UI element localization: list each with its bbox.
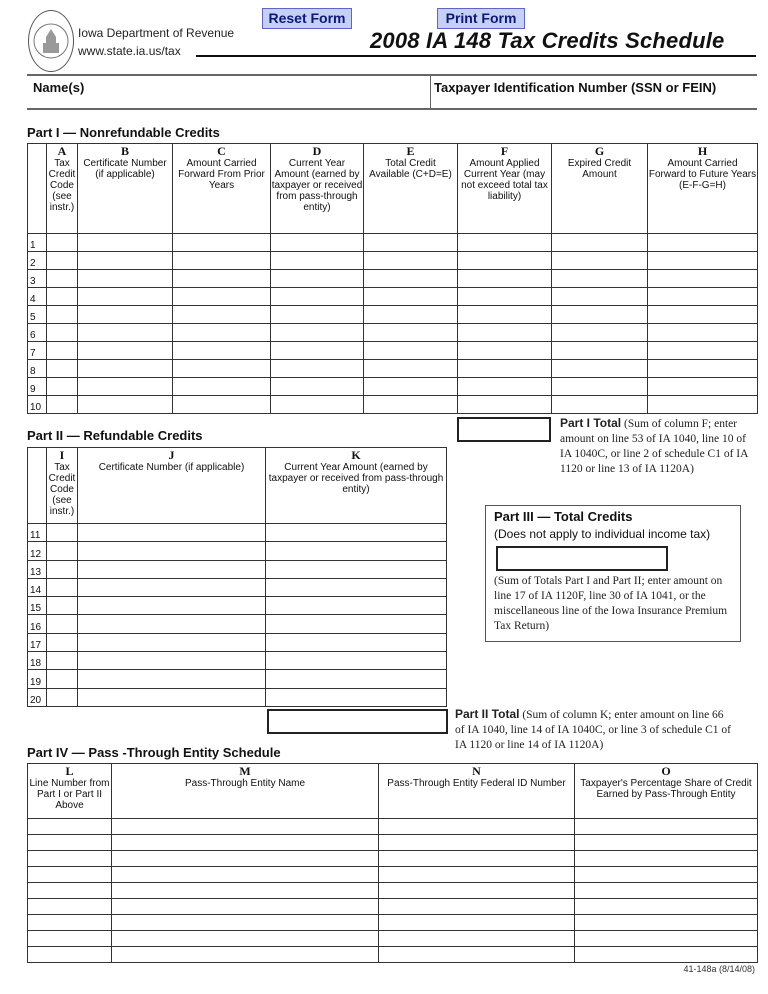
table-row xyxy=(28,867,758,883)
column-letter: N xyxy=(472,764,481,778)
entry-cell[interactable] xyxy=(271,270,364,288)
entry-cell[interactable] xyxy=(271,306,364,324)
entry-cell[interactable] xyxy=(28,947,112,963)
entry-cell[interactable] xyxy=(648,234,758,252)
entry-cell[interactable] xyxy=(266,578,447,596)
column-header-f xyxy=(458,144,552,234)
part3-subtitle: (Does not apply to individual income tax) xyxy=(494,527,711,541)
entry-cell[interactable] xyxy=(271,378,364,396)
entry-cell[interactable] xyxy=(458,306,552,324)
entry-cell[interactable] xyxy=(379,947,575,963)
entry-cell[interactable] xyxy=(552,396,648,414)
divider xyxy=(430,76,431,108)
entry-cell[interactable] xyxy=(575,899,758,915)
table-row xyxy=(28,835,758,851)
entry-cell[interactable] xyxy=(47,652,78,670)
entry-cell[interactable] xyxy=(575,835,758,851)
table-row xyxy=(28,931,758,947)
entry-cell[interactable] xyxy=(47,360,78,378)
form-title: 2008 IA 148 Tax Credits Schedule xyxy=(370,28,725,53)
print-form-button[interactable]: Print Form xyxy=(437,8,525,29)
entry-cell[interactable] xyxy=(78,652,266,670)
column-description: Certificate Number (if applicable) xyxy=(83,158,167,180)
entry-cell[interactable] xyxy=(78,270,173,288)
divider xyxy=(196,55,356,57)
column-letter: B xyxy=(120,144,129,158)
line-number: 1 xyxy=(28,234,47,252)
column-letter: J xyxy=(168,448,175,462)
entry-cell[interactable] xyxy=(28,867,112,883)
entry-cell[interactable] xyxy=(112,947,379,963)
part2-total-text: (Sum of column K; enter amount on line 66 of IA 1040, line 14 of IA 1040C, or line 3 of schedule C1 of IA 1120 or line 14 of IA 1120A) xyxy=(455,709,731,751)
entry-cell[interactable] xyxy=(575,915,758,931)
part1-table xyxy=(27,143,758,414)
column-header-g xyxy=(552,144,648,234)
line-number: 13 xyxy=(28,560,47,578)
column-header-j xyxy=(78,448,266,524)
line-number: 14 xyxy=(28,578,47,596)
entry-cell[interactable] xyxy=(271,324,364,342)
entry-cell[interactable] xyxy=(173,324,271,342)
part3-note: (Sum of Totals Part I and Part II; enter amount on line 17 of IA 1120F, line 30 of IA 1041, or the miscellaneous line of the Iowa Insurance Premium Tax Return) xyxy=(494,575,728,632)
entry-cell[interactable] xyxy=(575,867,758,883)
table-row xyxy=(28,542,447,560)
line-number: 2 xyxy=(28,252,47,270)
identification-section xyxy=(27,74,757,110)
entry-cell[interactable] xyxy=(47,288,78,306)
entry-cell[interactable] xyxy=(112,915,379,931)
table-row xyxy=(28,342,758,360)
line-number: 6 xyxy=(28,324,47,342)
entry-cell[interactable] xyxy=(458,270,552,288)
line-number: 7 xyxy=(28,342,47,360)
column-header-d xyxy=(271,144,364,234)
entry-cell[interactable] xyxy=(78,234,173,252)
entry-cell[interactable] xyxy=(173,378,271,396)
entry-cell[interactable] xyxy=(78,252,173,270)
part2-table xyxy=(27,447,447,707)
entry-cell[interactable] xyxy=(271,252,364,270)
entry-cell[interactable] xyxy=(552,234,648,252)
table-row xyxy=(28,819,758,835)
iowa-seal-logo xyxy=(28,10,74,72)
entry-cell[interactable] xyxy=(78,615,266,633)
entry-cell[interactable] xyxy=(78,597,266,615)
line-number: 20 xyxy=(28,688,47,706)
entry-cell[interactable] xyxy=(458,252,552,270)
table-row xyxy=(28,597,447,615)
entry-cell[interactable] xyxy=(648,324,758,342)
entry-cell[interactable] xyxy=(458,342,552,360)
entry-cell[interactable] xyxy=(173,252,271,270)
entry-cell[interactable] xyxy=(28,915,112,931)
line-number: 4 xyxy=(28,288,47,306)
entry-cell[interactable] xyxy=(266,688,447,706)
line-number: 17 xyxy=(28,633,47,651)
entry-cell[interactable] xyxy=(47,578,78,596)
entry-cell[interactable] xyxy=(112,819,379,835)
table-row xyxy=(28,306,758,324)
part1-title: Part I — Nonrefundable Credits xyxy=(27,125,220,140)
entry-cell[interactable] xyxy=(266,560,447,578)
entry-cell[interactable] xyxy=(78,633,266,651)
entry-cell[interactable] xyxy=(648,306,758,324)
entry-cell[interactable] xyxy=(271,288,364,306)
table-row xyxy=(28,652,447,670)
entry-cell[interactable] xyxy=(648,396,758,414)
column-description: Certificate Number (if applicable) xyxy=(98,462,245,473)
table-row xyxy=(28,915,758,931)
entry-cell[interactable] xyxy=(458,288,552,306)
table-row xyxy=(28,578,447,596)
tin-field[interactable]: Taxpayer Identification Number (SSN or FEIN) xyxy=(434,80,717,95)
line-number: 3 xyxy=(28,270,47,288)
table-row xyxy=(28,688,447,706)
line-number: 10 xyxy=(28,396,47,414)
entry-cell[interactable] xyxy=(458,360,552,378)
entry-cell[interactable] xyxy=(364,396,458,414)
column-description: Amount Carried Forward From Prior Years xyxy=(178,158,265,191)
entry-cell[interactable] xyxy=(78,688,266,706)
entry-cell[interactable] xyxy=(47,324,78,342)
entry-cell[interactable] xyxy=(552,306,648,324)
line-number: 16 xyxy=(28,615,47,633)
entry-cell[interactable] xyxy=(28,835,112,851)
line-number-header xyxy=(28,144,47,234)
entry-cell[interactable] xyxy=(648,360,758,378)
entry-cell[interactable] xyxy=(379,915,575,931)
column-letter: G xyxy=(594,144,605,158)
column-letter: L xyxy=(65,764,74,778)
column-header-i xyxy=(47,448,78,524)
entry-cell[interactable] xyxy=(47,633,78,651)
entry-cell[interactable] xyxy=(28,851,112,867)
entry-cell[interactable] xyxy=(266,542,447,560)
part2-title: Part II — Refundable Credits xyxy=(27,428,203,443)
entry-cell[interactable] xyxy=(648,270,758,288)
entry-cell[interactable] xyxy=(575,931,758,947)
entry-cell[interactable] xyxy=(47,378,78,396)
divider xyxy=(356,55,756,57)
entry-cell[interactable] xyxy=(575,819,758,835)
entry-cell[interactable] xyxy=(271,360,364,378)
entry-cell[interactable] xyxy=(379,819,575,835)
line-number: 18 xyxy=(28,652,47,670)
website-link: www.state.ia.us/tax xyxy=(78,44,181,58)
part4-table xyxy=(27,763,758,963)
table-row xyxy=(28,947,758,963)
entry-cell[interactable] xyxy=(575,947,758,963)
entry-cell[interactable] xyxy=(78,542,266,560)
table-row xyxy=(28,324,758,342)
reset-form-button[interactable]: Reset Form xyxy=(262,8,352,29)
entry-cell[interactable] xyxy=(78,670,266,688)
entry-cell[interactable] xyxy=(28,883,112,899)
entry-cell[interactable] xyxy=(78,342,173,360)
table-row xyxy=(28,670,447,688)
entry-cell[interactable] xyxy=(47,342,78,360)
entry-cell[interactable] xyxy=(575,851,758,867)
entry-cell[interactable] xyxy=(78,324,173,342)
entry-cell[interactable] xyxy=(112,851,379,867)
part2-total-note xyxy=(455,707,735,753)
form-number: 41-148a (8/14/08) xyxy=(683,964,755,974)
entry-cell[interactable] xyxy=(364,324,458,342)
column-letter: H xyxy=(697,144,708,158)
entry-cell[interactable] xyxy=(364,342,458,360)
entry-cell[interactable] xyxy=(266,524,447,542)
part3-box xyxy=(485,505,741,642)
entry-cell[interactable] xyxy=(458,378,552,396)
part2-total-label: Part II Total xyxy=(455,707,520,721)
column-header-a xyxy=(47,144,78,234)
entry-cell[interactable] xyxy=(271,234,364,252)
entry-cell[interactable] xyxy=(458,324,552,342)
entry-cell[interactable] xyxy=(575,883,758,899)
column-header-o xyxy=(575,764,758,819)
entry-cell[interactable] xyxy=(78,396,173,414)
entry-cell[interactable] xyxy=(271,396,364,414)
column-letter: I xyxy=(59,448,65,462)
entry-cell[interactable] xyxy=(379,931,575,947)
entry-cell[interactable] xyxy=(47,252,78,270)
column-description: Taxpayer's Percentage Share of Credit Earned by Pass-Through Entity xyxy=(580,778,752,800)
entry-cell[interactable] xyxy=(78,560,266,578)
entry-cell[interactable] xyxy=(47,542,78,560)
entry-cell[interactable] xyxy=(552,288,648,306)
column-description: Total Credit Available (C+D=E) xyxy=(369,158,452,180)
entry-cell[interactable] xyxy=(552,360,648,378)
entry-cell[interactable] xyxy=(47,234,78,252)
column-description: Amount Carried Forward to Future Years (E-F-G=H) xyxy=(648,158,757,191)
entry-cell[interactable] xyxy=(47,597,78,615)
part1-total-text: (Sum of column F; enter amount on line 53 of IA 1040, line 10 of IA 1040C, or line 2 of schedule C1 of IA 1120 or line 13 of IA 1120A) xyxy=(560,418,748,475)
part1-total-label: Part I Total xyxy=(560,416,622,430)
table-row xyxy=(28,883,758,899)
entry-cell[interactable] xyxy=(648,378,758,396)
column-letter: C xyxy=(217,144,226,158)
entry-cell[interactable] xyxy=(379,835,575,851)
table-row xyxy=(28,615,447,633)
part4-title: Part IV — Pass -Through Entity Schedule xyxy=(27,745,281,760)
entry-cell[interactable] xyxy=(112,835,379,851)
entry-cell[interactable] xyxy=(552,324,648,342)
entry-cell[interactable] xyxy=(379,851,575,867)
entry-cell[interactable] xyxy=(648,252,758,270)
entry-cell[interactable] xyxy=(552,270,648,288)
entry-cell[interactable] xyxy=(112,899,379,915)
entry-cell[interactable] xyxy=(364,252,458,270)
entry-cell[interactable] xyxy=(47,560,78,578)
column-letter: M xyxy=(239,764,251,778)
line-number: 11 xyxy=(28,524,47,542)
column-header-h xyxy=(648,144,758,234)
entry-cell[interactable] xyxy=(648,342,758,360)
column-letter: F xyxy=(500,144,509,158)
entry-cell[interactable] xyxy=(47,524,78,542)
entry-cell[interactable] xyxy=(364,378,458,396)
column-description: Amount Applied Current Year (may not exceed total tax liability) xyxy=(461,158,548,202)
table-row xyxy=(28,288,758,306)
entry-cell[interactable] xyxy=(379,883,575,899)
entry-cell[interactable] xyxy=(47,396,78,414)
entry-cell[interactable] xyxy=(47,270,78,288)
entry-cell[interactable] xyxy=(47,670,78,688)
table-row xyxy=(28,560,447,578)
entry-cell[interactable] xyxy=(648,288,758,306)
entry-cell[interactable] xyxy=(78,288,173,306)
column-header-c xyxy=(173,144,271,234)
entry-cell[interactable] xyxy=(173,288,271,306)
entry-cell[interactable] xyxy=(379,867,575,883)
entry-cell[interactable] xyxy=(458,234,552,252)
table-row xyxy=(28,234,758,252)
column-description: Tax Credit Code (see instr.) xyxy=(48,462,76,517)
entry-cell[interactable] xyxy=(112,931,379,947)
line-number-header xyxy=(28,448,47,524)
entry-cell[interactable] xyxy=(364,360,458,378)
table-row xyxy=(28,378,758,396)
entry-cell[interactable] xyxy=(364,288,458,306)
department-name: Iowa Department of Revenue xyxy=(78,26,235,40)
entry-cell[interactable] xyxy=(266,597,447,615)
table-row xyxy=(28,252,758,270)
line-number: 12 xyxy=(28,542,47,560)
entry-cell[interactable] xyxy=(458,396,552,414)
entry-cell[interactable] xyxy=(173,360,271,378)
column-description: Expired Credit Amount xyxy=(567,158,632,180)
table-row xyxy=(28,633,447,651)
column-header-n xyxy=(379,764,575,819)
table-row xyxy=(28,899,758,915)
column-header-e xyxy=(364,144,458,234)
part1-total-input[interactable] xyxy=(457,417,551,442)
table-row xyxy=(28,524,447,542)
entry-cell[interactable] xyxy=(552,378,648,396)
table-row xyxy=(28,396,758,414)
table-row xyxy=(28,851,758,867)
column-letter: K xyxy=(351,448,361,462)
line-number: 9 xyxy=(28,378,47,396)
entry-cell[interactable] xyxy=(78,378,173,396)
entry-cell[interactable] xyxy=(28,819,112,835)
column-description: Tax Credit Code (see instr.) xyxy=(48,158,76,213)
entry-cell[interactable] xyxy=(112,883,379,899)
entry-cell[interactable] xyxy=(266,615,447,633)
entry-cell[interactable] xyxy=(78,306,173,324)
column-description: Pass-Through Entity Name xyxy=(184,778,306,789)
table-row xyxy=(28,270,758,288)
part3-total-input[interactable] xyxy=(496,546,668,571)
part3-title: Part III — Total Credits xyxy=(494,509,633,524)
entry-cell[interactable] xyxy=(112,867,379,883)
entry-cell[interactable] xyxy=(47,615,78,633)
line-number: 8 xyxy=(28,360,47,378)
column-description: Pass-Through Entity Federal ID Number xyxy=(387,778,566,789)
table-row xyxy=(28,360,758,378)
entry-cell[interactable] xyxy=(47,688,78,706)
line-number: 15 xyxy=(28,597,47,615)
entry-cell[interactable] xyxy=(552,342,648,360)
entry-cell[interactable] xyxy=(47,306,78,324)
column-description: Current Year Amount (earned by taxpayer or received from pass-through entity) xyxy=(268,462,444,495)
part2-total-input[interactable] xyxy=(267,709,448,734)
entry-cell[interactable] xyxy=(28,899,112,915)
entry-cell[interactable] xyxy=(28,931,112,947)
entry-cell[interactable] xyxy=(78,524,266,542)
entry-cell[interactable] xyxy=(364,234,458,252)
column-description: Current Year Amount (earned by taxpayer or received from pass-through entity) xyxy=(271,158,363,213)
line-number: 5 xyxy=(28,306,47,324)
entry-cell[interactable] xyxy=(173,396,271,414)
line-number: 19 xyxy=(28,670,47,688)
entry-cell[interactable] xyxy=(266,633,447,651)
entry-cell[interactable] xyxy=(364,270,458,288)
column-header-k xyxy=(266,448,447,524)
entry-cell[interactable] xyxy=(266,670,447,688)
entry-cell[interactable] xyxy=(173,270,271,288)
entry-cell[interactable] xyxy=(364,306,458,324)
part1-total-note xyxy=(560,416,750,477)
entry-cell[interactable] xyxy=(173,342,271,360)
entry-cell[interactable] xyxy=(173,234,271,252)
column-letter: E xyxy=(406,144,415,158)
entry-cell[interactable] xyxy=(552,252,648,270)
entry-cell[interactable] xyxy=(379,899,575,915)
column-header-b xyxy=(78,144,173,234)
entry-cell[interactable] xyxy=(78,578,266,596)
names-field[interactable]: Name(s) xyxy=(33,80,85,95)
column-header-l xyxy=(28,764,112,819)
entry-cell[interactable] xyxy=(271,342,364,360)
entry-cell[interactable] xyxy=(78,360,173,378)
column-header-m xyxy=(112,764,379,819)
entry-cell[interactable] xyxy=(173,306,271,324)
column-letter: A xyxy=(57,144,67,158)
column-description: Line Number from Part I or Part II Above xyxy=(29,778,110,811)
column-letter: O xyxy=(661,764,671,778)
column-letter: D xyxy=(312,144,322,158)
entry-cell[interactable] xyxy=(266,652,447,670)
